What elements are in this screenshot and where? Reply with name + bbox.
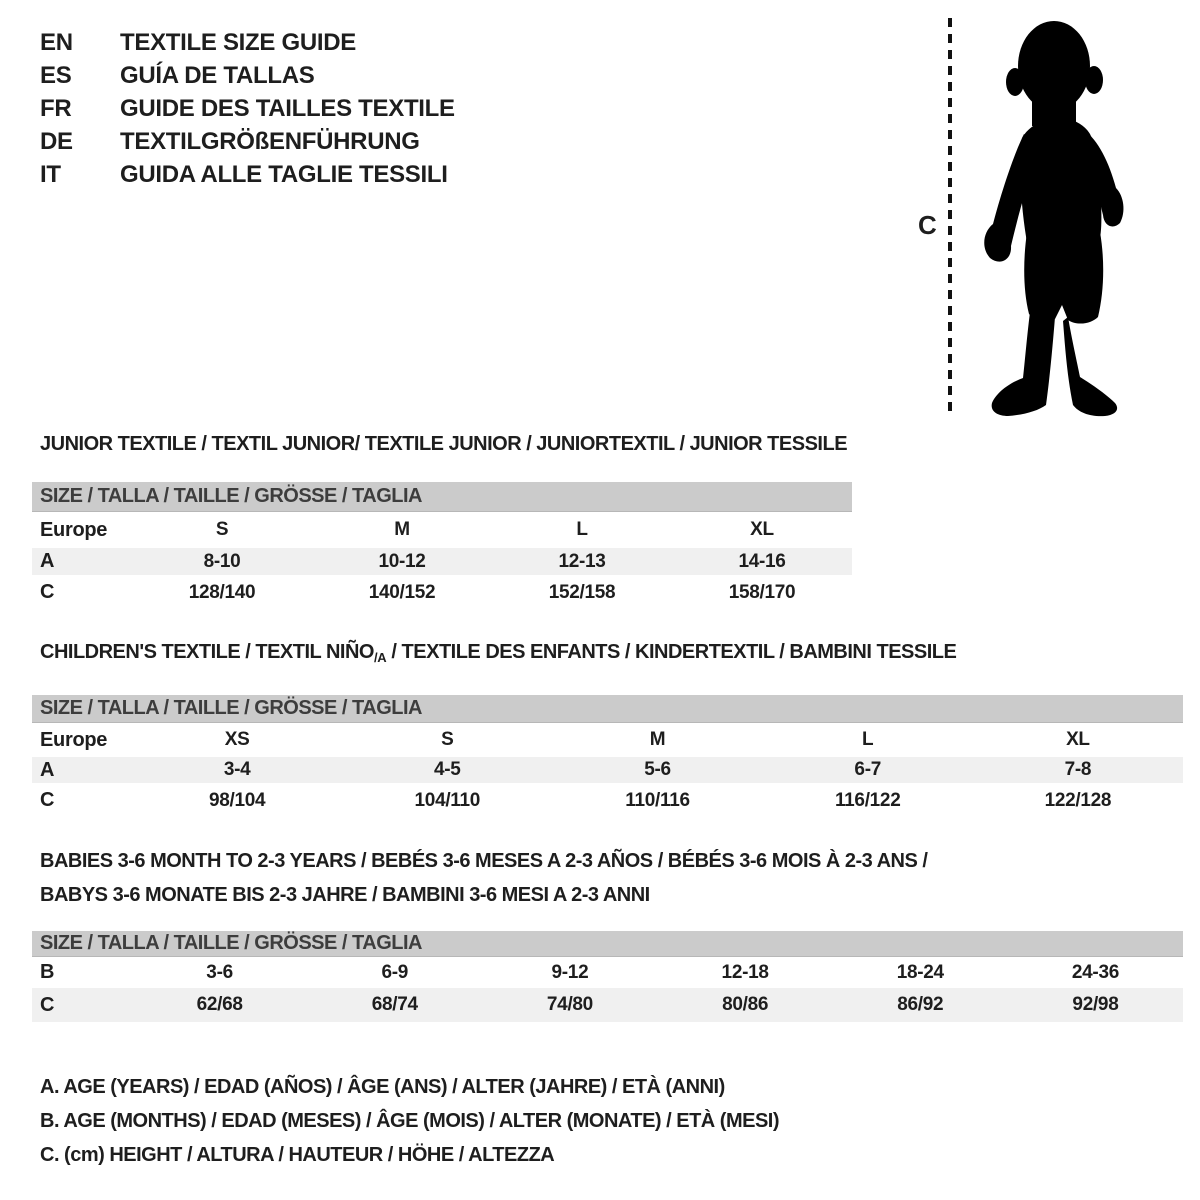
table-row	[32, 512, 852, 548]
size-cell: 98/104	[208, 789, 266, 811]
size-header-band: SIZE / TALLA / TAILLE / GRÖSSE / TAGLIA	[32, 482, 852, 512]
size-cell: 152/158	[548, 581, 616, 603]
guide-title: GUIDA ALLE TAGLIE TESSILI	[120, 160, 448, 188]
table-row	[32, 723, 1183, 757]
size-table-babies	[32, 931, 1183, 1022]
size-cell: 68/74	[371, 994, 418, 1015]
language-title-list	[40, 26, 455, 191]
legend-line-a: A. AGE (YEARS) / EDAD (AÑOS) / ÂGE (ANS) / ALTER (JAHRE) / ETÀ (ANNI)	[40, 1075, 725, 1098]
measurement-figure	[880, 0, 1200, 430]
legend	[40, 1070, 779, 1172]
section-title-text: CHILDREN'S TEXTILE / TEXTIL NIÑO	[40, 641, 374, 663]
size-cell: 116/122	[834, 789, 901, 811]
language-row	[40, 125, 455, 158]
section-title-text: / TEXTILE DES ENFANTS / KINDERTEXTIL / BAMBINI TESSILE	[386, 641, 957, 663]
language-row	[40, 92, 455, 125]
language-code: DE	[40, 127, 73, 155]
size-cell: 7-8	[1064, 759, 1092, 780]
size-cell: XS	[224, 729, 250, 750]
size-cell: 10-12	[378, 550, 426, 572]
table-row	[32, 757, 1183, 783]
size-cell: M	[394, 519, 410, 540]
size-cell: XL	[750, 519, 774, 540]
legend-line-b: B. AGE (MONTHS) / EDAD (MESES) / ÂGE (MOIS) / ALTER (MONATE) / ETÀ (MESI)	[40, 1109, 780, 1132]
legend-line-c: C. (cm) HEIGHT / ALTURA / HAUTEUR / HÖHE / ALTEZZA	[40, 1143, 555, 1166]
size-cell: 24-36	[1071, 961, 1119, 983]
table-row	[32, 783, 1183, 818]
row-label: A	[40, 758, 55, 781]
language-code: EN	[40, 28, 73, 56]
size-cell: 3-6	[206, 961, 233, 983]
size-cell: XL	[1066, 729, 1090, 750]
row-label: B	[40, 961, 55, 983]
size-cell: 80/86	[722, 994, 769, 1015]
size-cell: 128/140	[188, 581, 256, 603]
row-label: C	[40, 789, 55, 811]
table-row	[32, 957, 1183, 988]
size-cell: 8-10	[203, 550, 241, 572]
language-row	[40, 158, 455, 191]
size-cell: 12-18	[721, 961, 769, 983]
table-row	[32, 575, 852, 610]
size-cell: 6-9	[381, 961, 409, 983]
size-cell: 5-6	[644, 759, 671, 780]
language-code: FR	[40, 94, 72, 122]
language-code: IT	[40, 160, 61, 188]
table-row	[32, 988, 1183, 1022]
section-title-junior: JUNIOR TEXTILE / TEXTIL JUNIOR/ TEXTILE JUNIOR / JUNIORTEXTIL / JUNIOR TESSILE	[40, 433, 848, 455]
row-label: Europe	[40, 518, 108, 541]
row-label: A	[40, 550, 55, 572]
size-cell: S	[441, 729, 454, 750]
size-cell: M	[649, 729, 666, 750]
size-table-children	[32, 695, 1183, 818]
size-cell: 104/110	[414, 789, 481, 811]
row-label: C	[40, 581, 55, 603]
size-cell: 3-4	[223, 759, 251, 780]
section-title-subscript: /A	[373, 650, 387, 665]
size-table-junior	[32, 482, 852, 610]
height-measure-line	[946, 0, 954, 430]
row-label: C	[40, 993, 55, 1016]
toddler-silhouette-icon	[968, 18, 1138, 418]
measure-c-label: C	[918, 210, 937, 240]
size-cell: L	[862, 729, 874, 750]
section-title-babies-line2: BABYS 3-6 MONATE BIS 2-3 JAHRE / BAMBINI 3-6 MESI A 2-3 ANNI	[40, 884, 650, 906]
section-title-children	[40, 641, 956, 665]
size-cell: 74/80	[546, 994, 593, 1015]
size-cell: 86/92	[897, 994, 944, 1015]
size-cell: 14-16	[738, 550, 786, 572]
table-row	[32, 548, 852, 575]
size-cell: 140/152	[368, 581, 436, 603]
size-cell: 18-24	[896, 961, 944, 983]
size-header-band: SIZE / TALLA / TAILLE / GRÖSSE / TAGLIA	[32, 931, 1183, 957]
size-cell: 110/116	[625, 789, 690, 811]
size-cell: 62/68	[196, 994, 243, 1015]
language-row	[40, 26, 455, 59]
size-cell: 4-5	[434, 759, 461, 780]
size-cell: S	[215, 519, 229, 540]
size-cell: 12-13	[558, 550, 606, 572]
guide-title: TEXTILE SIZE GUIDE	[120, 28, 356, 56]
row-label: Europe	[40, 728, 108, 751]
size-cell: 122/128	[1044, 789, 1112, 811]
guide-title: GUIDE DES TAILLES TEXTILE	[120, 94, 455, 122]
size-header-band: SIZE / TALLA / TAILLE / GRÖSSE / TAGLIA	[32, 695, 1183, 723]
guide-title: GUÍA DE TALLAS	[120, 61, 315, 89]
section-title-babies-line1: BABIES 3-6 MONTH TO 2-3 YEARS / BEBÉS 3-6 MESES A 2-3 AÑOS / BÉBÉS 3-6 MOIS À 2-3 ANS /	[40, 850, 928, 872]
size-cell: 158/170	[728, 581, 796, 603]
language-row	[40, 59, 455, 92]
size-cell: 9-12	[551, 961, 589, 983]
guide-title: TEXTILGRÖßENFÜHRUNG	[120, 127, 420, 155]
language-code: ES	[40, 61, 72, 89]
size-cell: 92/98	[1072, 994, 1119, 1015]
size-cell: 6-7	[854, 759, 881, 780]
size-cell: L	[576, 519, 588, 540]
